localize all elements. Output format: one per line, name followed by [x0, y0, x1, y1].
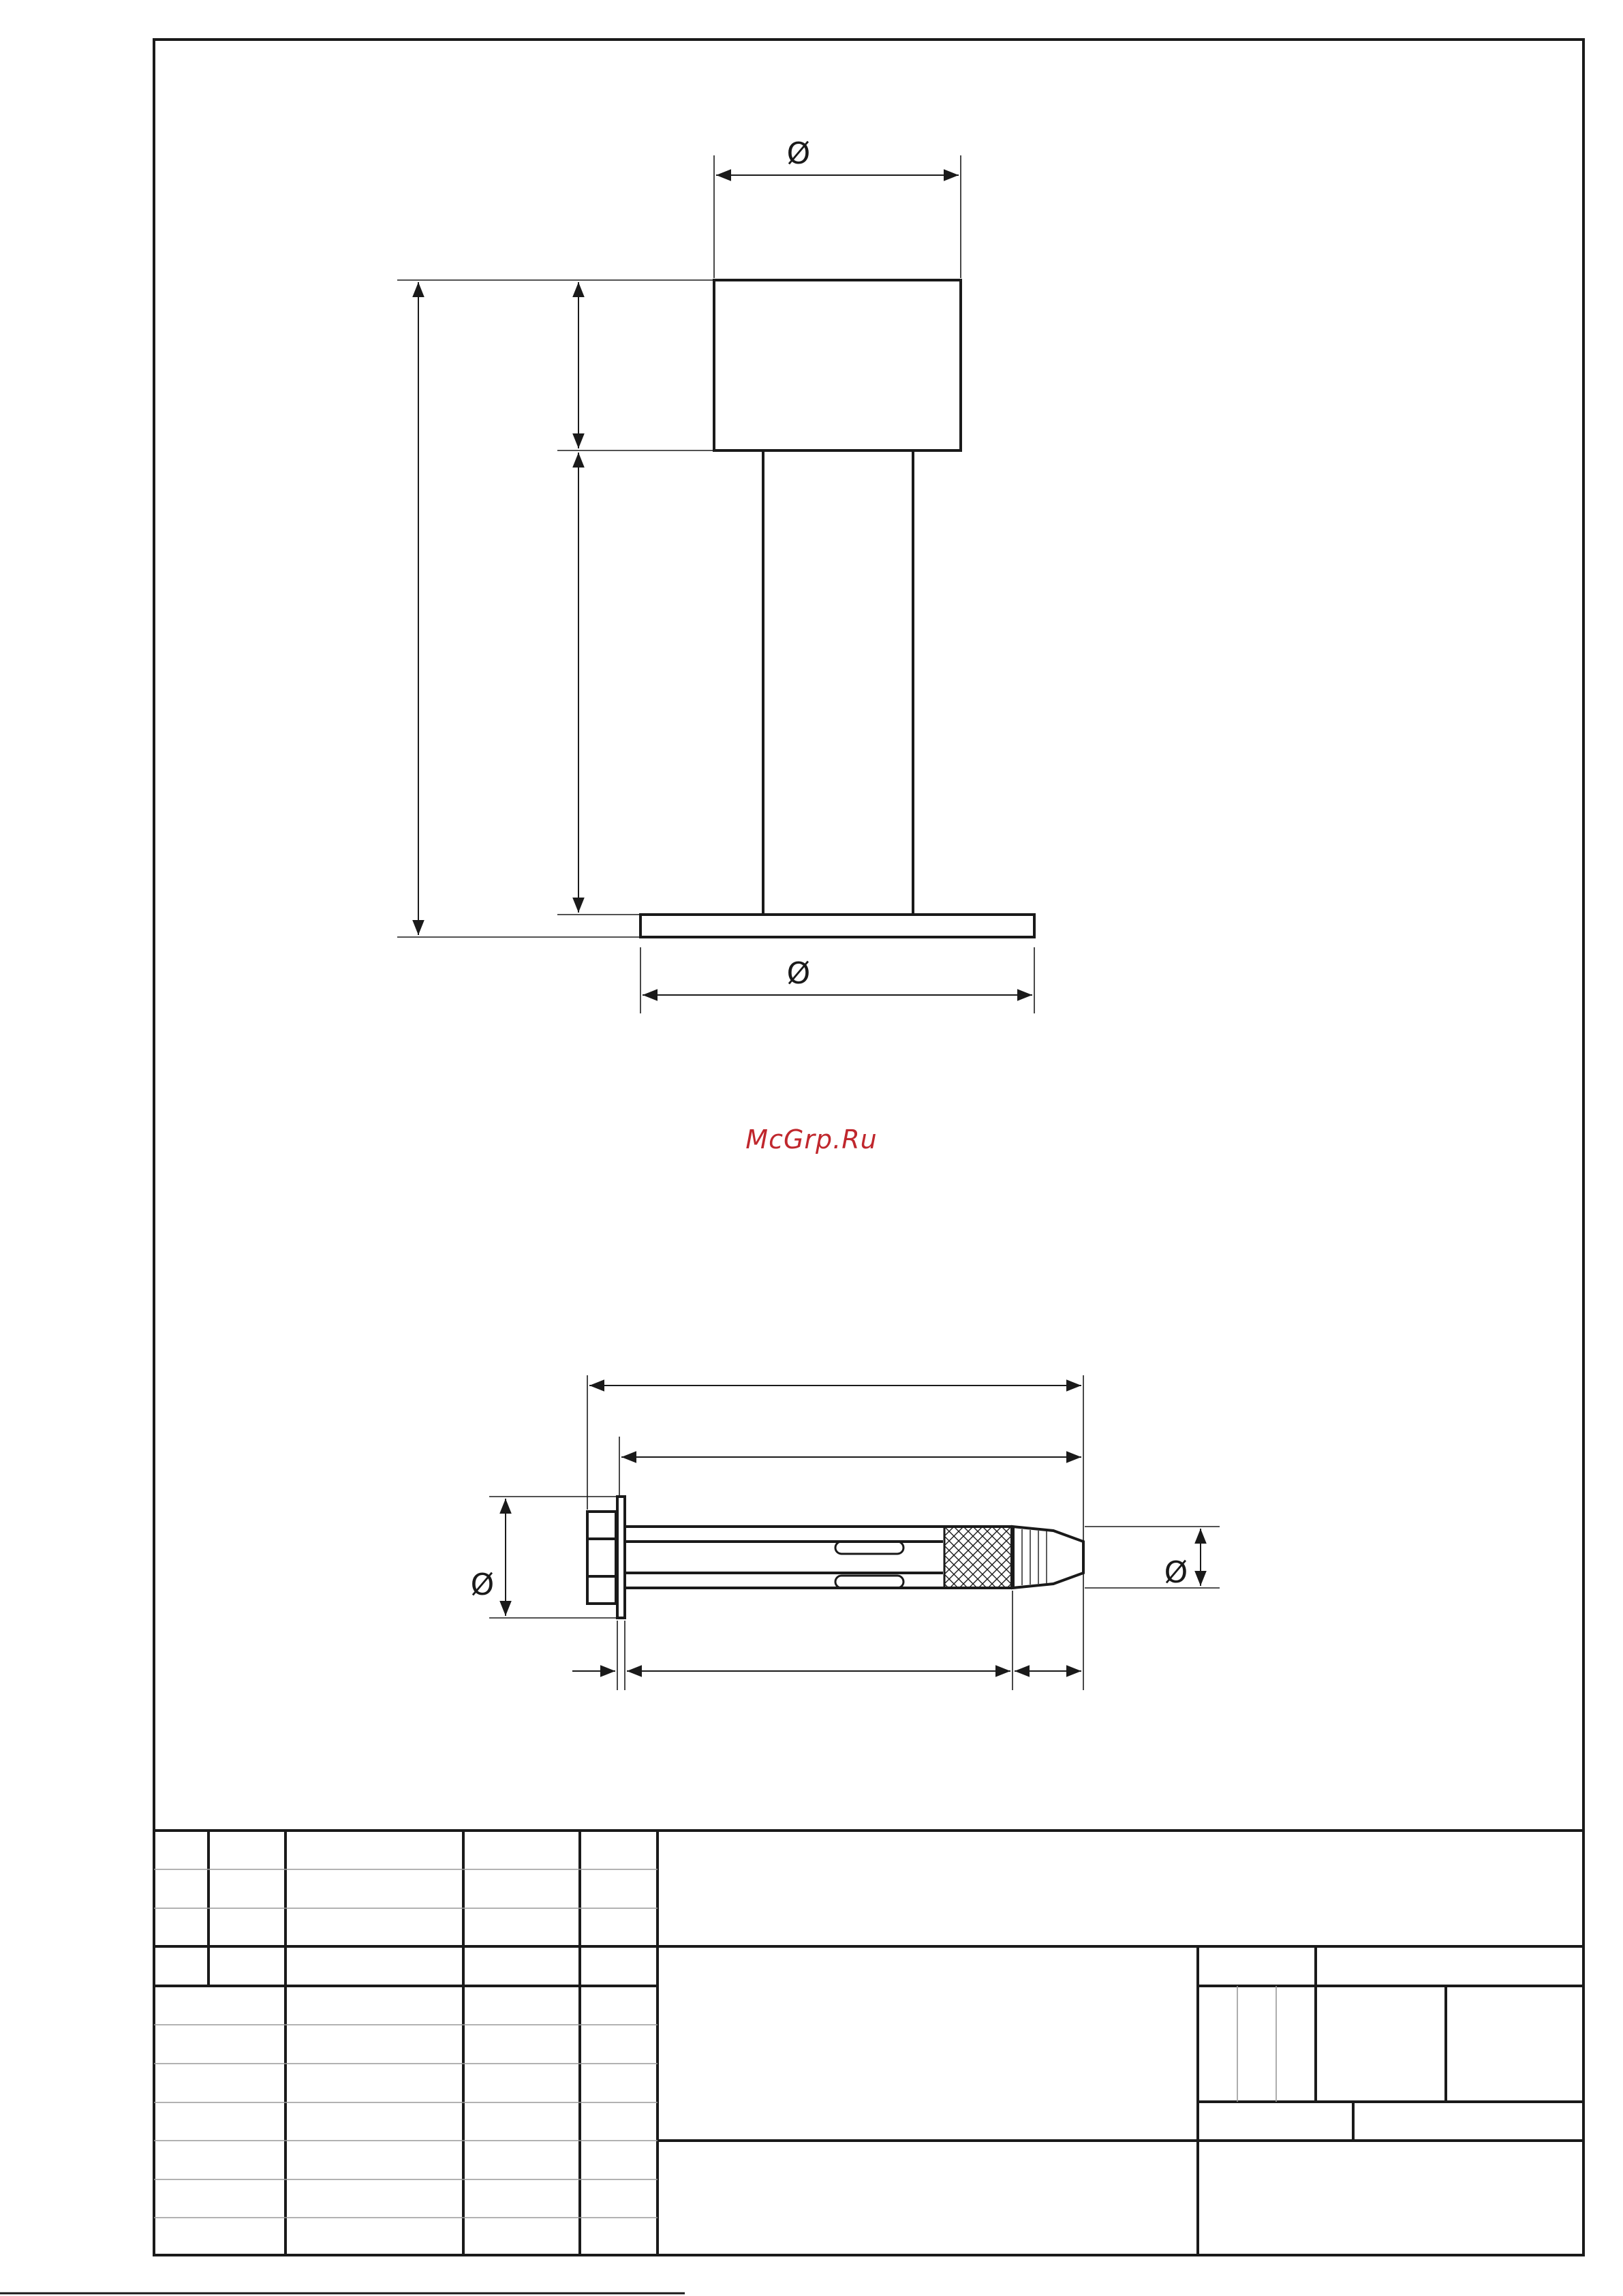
dim-anchor-head-diameter-symbol: Ø	[470, 1567, 495, 1602]
stand-extension-lines	[397, 155, 1034, 1013]
dim-base-diameter-symbol: Ø	[786, 956, 811, 991]
anchor-knurl	[944, 1527, 1013, 1588]
anchor-hex-nut	[587, 1512, 616, 1604]
title-block	[154, 1831, 1583, 2255]
dim-anchor-body-diameter-symbol: Ø	[1164, 1555, 1188, 1590]
anchor-slot-lower	[835, 1576, 903, 1588]
anchor-cone-tip	[1013, 1527, 1083, 1588]
stand-post	[763, 450, 913, 915]
stand-dimension-lines	[418, 175, 1032, 995]
anchor-extension-lines	[489, 1375, 1220, 1690]
stand-drawing	[397, 155, 1034, 1013]
anchor-washer	[617, 1497, 625, 1618]
watermark-text: McGrp.Ru	[745, 1124, 878, 1154]
stand-cap	[714, 280, 961, 450]
anchor-bolt-drawing	[489, 1375, 1220, 1690]
dim-cap-diameter-symbol: Ø	[786, 136, 811, 171]
anchor-slot-upper	[835, 1542, 903, 1554]
anchor-dimension-lines	[506, 1386, 1201, 1671]
stand-base-plate	[640, 915, 1034, 937]
